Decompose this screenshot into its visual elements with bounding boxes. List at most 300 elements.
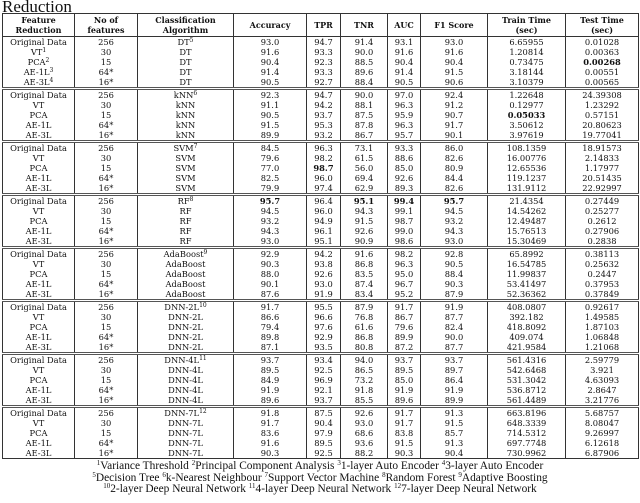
table-cell xyxy=(3,332,75,342)
cell-value: 0.12977 xyxy=(509,100,544,110)
table-cell xyxy=(234,375,307,385)
table-cell xyxy=(566,312,639,322)
cell-value: VT xyxy=(32,206,45,216)
cell-value: 3.21776 xyxy=(584,395,620,405)
algorithm-name: DNN-4L xyxy=(164,355,200,365)
table-cell xyxy=(234,312,307,322)
cell-value: 92.9 xyxy=(260,249,280,259)
cell-value: 90.4 xyxy=(444,57,464,67)
cell-value: 9.26997 xyxy=(584,428,620,438)
cell-value: 86.8 xyxy=(354,259,374,269)
table-cell xyxy=(388,332,421,342)
table-cell xyxy=(138,216,234,226)
table-cell xyxy=(234,342,307,354)
table-cell xyxy=(307,47,341,57)
cell-value: 91.3 xyxy=(444,408,464,418)
table-cell xyxy=(341,173,388,183)
cell-value: Original Data xyxy=(10,90,67,100)
cell-value: 11.99837 xyxy=(506,269,547,279)
table-cell xyxy=(307,365,341,375)
table-cell xyxy=(75,342,138,354)
table-cell xyxy=(341,395,388,407)
table-cell xyxy=(488,163,566,173)
table-cell xyxy=(341,342,388,354)
cell-value: Original Data xyxy=(10,355,67,365)
table-cell xyxy=(3,173,75,183)
cell-value: 96.9 xyxy=(314,375,333,385)
table-cell xyxy=(138,195,234,207)
table-cell xyxy=(138,57,234,67)
table-cell xyxy=(488,89,566,101)
cell-value: 83.6 xyxy=(260,428,280,438)
cell-value: 91.9 xyxy=(314,289,333,299)
cell-value: VT xyxy=(32,259,45,269)
table-row xyxy=(3,216,639,226)
cell-value: 90.6 xyxy=(444,77,464,87)
table-cell xyxy=(421,248,488,260)
results-table xyxy=(2,13,639,459)
cell-value: 93.0 xyxy=(260,236,280,246)
cell-value: 89.9 xyxy=(260,130,280,140)
cell-value: 91.7 xyxy=(394,302,414,312)
cell-value: 90.5 xyxy=(444,259,464,269)
column-header xyxy=(3,14,75,37)
table-cell xyxy=(75,301,138,313)
cell-value: 98.2 xyxy=(314,153,333,163)
table-cell xyxy=(138,77,234,89)
cell-value: 15.30469 xyxy=(506,236,547,246)
cell-value: 64* xyxy=(98,279,114,289)
table-cell xyxy=(341,47,388,57)
section-title: Reduction xyxy=(2,0,72,16)
table-cell xyxy=(3,395,75,407)
footnote-number: 12 xyxy=(394,482,402,491)
cell-value: 0.38113 xyxy=(584,249,620,259)
table-cell xyxy=(307,216,341,226)
cell-value: 90.0 xyxy=(444,332,464,342)
table-row xyxy=(3,259,639,269)
table-cell xyxy=(421,163,488,173)
table-cell xyxy=(488,279,566,289)
table-row xyxy=(3,100,639,110)
footnote-text: 4-layer Deep Neural Network xyxy=(255,483,392,496)
cell-value: 84.5 xyxy=(260,143,280,153)
footnote-number: 10 xyxy=(103,482,111,491)
footnote-mark: 3 xyxy=(49,67,54,74)
table-cell xyxy=(566,206,639,216)
cell-value: 12.49487 xyxy=(506,216,547,226)
cell-value: PCA xyxy=(29,216,48,226)
cell-value: 93.6 xyxy=(354,438,374,448)
cell-value: 90.4 xyxy=(444,448,464,458)
table-cell xyxy=(488,57,566,67)
algorithm-name: DNN-7L xyxy=(168,448,203,458)
table-cell xyxy=(234,100,307,110)
table-cell xyxy=(388,236,421,248)
cell-value: 131.9112 xyxy=(506,183,547,193)
cell-value: 89.6 xyxy=(260,395,280,405)
cell-value: AE-1L xyxy=(25,226,52,236)
cell-value: 73.2 xyxy=(354,375,374,385)
table-cell xyxy=(3,100,75,110)
cell-value: AE-3L xyxy=(25,448,52,458)
table-cell xyxy=(421,418,488,428)
footnote-text: Support Vector Machine xyxy=(268,471,380,484)
table-cell xyxy=(3,153,75,163)
table-row xyxy=(3,89,639,101)
table-cell xyxy=(75,354,138,366)
cell-value: 97.4 xyxy=(314,183,333,193)
table-cell xyxy=(421,332,488,342)
cell-value: 84.4 xyxy=(444,173,464,183)
table-cell xyxy=(234,173,307,183)
algorithm-name: RF xyxy=(179,236,192,246)
cell-value: Original Data xyxy=(10,196,67,206)
cell-value: 64* xyxy=(98,385,114,395)
cell-value: 64* xyxy=(98,173,114,183)
table-cell xyxy=(307,183,341,195)
cell-value: 697.7748 xyxy=(506,438,547,448)
table-cell xyxy=(75,418,138,428)
cell-value: 96.6 xyxy=(314,312,333,322)
cell-value: 1.49585 xyxy=(584,312,620,322)
cell-value: 87.9 xyxy=(354,302,374,312)
cell-value: 94.5 xyxy=(260,206,280,216)
cell-value: 65.8992 xyxy=(509,249,544,259)
cell-value: 80.9 xyxy=(444,163,464,173)
table-cell xyxy=(307,248,341,260)
footnote-mark: 1 xyxy=(42,47,47,54)
table-cell xyxy=(75,248,138,260)
table-cell xyxy=(3,407,75,419)
table-cell xyxy=(341,183,388,195)
table-cell xyxy=(388,418,421,428)
table-row xyxy=(3,120,639,130)
table-row xyxy=(3,153,639,163)
cell-value: 2.14833 xyxy=(584,153,620,163)
table-cell xyxy=(488,130,566,142)
table-cell xyxy=(388,130,421,142)
algorithm-name: DT xyxy=(179,77,192,87)
table-cell xyxy=(234,37,307,48)
table-cell xyxy=(3,163,75,173)
table-cell xyxy=(421,312,488,322)
table-cell xyxy=(388,375,421,385)
cell-value: 16* xyxy=(98,130,114,140)
cell-value: 256 xyxy=(98,37,114,47)
cell-value: 82.4 xyxy=(444,322,464,332)
table-cell xyxy=(234,153,307,163)
cell-value: 8.08047 xyxy=(584,418,620,428)
cell-value: 93.0 xyxy=(444,236,464,246)
table-cell xyxy=(388,365,421,375)
cell-value: 91.9 xyxy=(260,385,280,395)
table-cell xyxy=(3,354,75,366)
table-cell xyxy=(3,130,75,142)
cell-value: 90.4 xyxy=(314,418,333,428)
table-cell xyxy=(566,342,639,354)
table-cell xyxy=(138,269,234,279)
table-cell xyxy=(341,110,388,120)
column-header-line: Reduction xyxy=(15,25,62,35)
cell-value: 392.182 xyxy=(509,312,544,322)
cell-value: 16* xyxy=(98,342,114,352)
table-cell xyxy=(75,448,138,459)
footnote-mark: 10 xyxy=(199,302,207,309)
cell-value: 91.4 xyxy=(260,67,280,77)
table-cell xyxy=(307,418,341,428)
cell-value: 0.25277 xyxy=(584,206,620,216)
table-cell xyxy=(75,67,138,77)
table-cell xyxy=(138,354,234,366)
cell-value: 0.27906 xyxy=(584,226,620,236)
table-cell xyxy=(566,89,639,101)
footnote-text: Adaptive Boosting xyxy=(461,471,548,484)
cell-value: 15 xyxy=(100,57,112,67)
cell-value: VT xyxy=(32,312,45,322)
algorithm-name: DNN-2L xyxy=(168,322,203,332)
table-cell xyxy=(234,301,307,313)
table-cell xyxy=(138,236,234,248)
table-cell xyxy=(234,279,307,289)
cell-value: 73.1 xyxy=(354,143,374,153)
table-cell xyxy=(421,342,488,354)
table-cell xyxy=(488,438,566,448)
algorithm-name: SVM xyxy=(173,143,194,153)
column-header-line: TPR xyxy=(314,20,333,30)
table-cell xyxy=(3,322,75,332)
footnote-number: 4 xyxy=(441,459,446,467)
cell-value: 30 xyxy=(100,206,112,216)
table-cell xyxy=(488,183,566,195)
cell-value: 256 xyxy=(98,90,114,100)
cell-value: 0.37849 xyxy=(584,289,620,299)
table-cell xyxy=(566,354,639,366)
table-cell xyxy=(388,385,421,395)
table-cell xyxy=(234,89,307,101)
algorithm-name: DT xyxy=(179,47,192,57)
algorithm-name: DNN-4L xyxy=(168,365,203,375)
table-cell xyxy=(307,354,341,366)
cell-value: 90.1 xyxy=(260,279,280,289)
table-cell xyxy=(3,216,75,226)
table-cell xyxy=(3,120,75,130)
algorithm-name: SVM xyxy=(175,153,196,163)
table-cell xyxy=(138,418,234,428)
table-cell xyxy=(566,395,639,407)
table-cell xyxy=(388,206,421,216)
table-cell xyxy=(138,312,234,322)
cell-value: 87.2 xyxy=(394,342,414,352)
table-cell xyxy=(75,110,138,120)
table-cell xyxy=(138,173,234,183)
cell-value: 98.7 xyxy=(313,163,334,173)
cell-value: 256 xyxy=(98,408,114,418)
footnote-number: 5 xyxy=(92,470,96,479)
table-row xyxy=(3,438,639,448)
table-row xyxy=(3,395,639,407)
table-cell xyxy=(75,130,138,142)
table-cell xyxy=(138,142,234,154)
cell-value: 119.1237 xyxy=(506,173,547,183)
table-cell xyxy=(421,448,488,459)
cell-value: 15 xyxy=(100,163,112,173)
algorithm-name: DNN-2L xyxy=(168,342,203,352)
table-row xyxy=(3,110,639,120)
table-cell xyxy=(3,37,75,48)
footnote-text: Random Forest xyxy=(385,471,456,484)
cell-value: 92.6 xyxy=(394,173,414,183)
table-cell xyxy=(488,195,566,207)
cell-value: 16* xyxy=(98,77,114,87)
table-row xyxy=(3,77,639,89)
table-cell xyxy=(3,236,75,248)
cell-value: Original Data xyxy=(10,302,67,312)
table-cell xyxy=(341,269,388,279)
table-cell xyxy=(307,173,341,183)
cell-value: 92.4 xyxy=(444,90,464,100)
algorithm-name: kNN xyxy=(175,110,196,120)
cell-value: 90.3 xyxy=(394,448,414,458)
table-cell xyxy=(307,279,341,289)
table-cell xyxy=(307,163,341,173)
table-cell xyxy=(75,100,138,110)
cell-value: 96.0 xyxy=(314,206,333,216)
cell-value: 87.5 xyxy=(314,408,333,418)
cell-value: 98.2 xyxy=(394,249,414,259)
table-cell xyxy=(421,428,488,438)
table-cell xyxy=(3,342,75,354)
cell-value: 14.54262 xyxy=(506,206,547,216)
table-row xyxy=(3,173,639,183)
cell-value: 95.0 xyxy=(394,269,414,279)
footnote-text: Variance Threshold xyxy=(100,460,189,472)
table-cell xyxy=(307,57,341,67)
table-cell xyxy=(566,120,639,130)
cell-value: 91.7 xyxy=(260,418,280,428)
cell-value: AE-1L xyxy=(25,438,52,448)
table-row xyxy=(3,418,639,428)
table-row xyxy=(3,142,639,154)
table-cell xyxy=(3,183,75,195)
cell-value: 92.5 xyxy=(314,365,333,375)
table-row xyxy=(3,342,639,354)
column-header xyxy=(341,14,388,37)
cell-value: 94.5 xyxy=(444,206,464,216)
table-cell xyxy=(307,448,341,459)
cell-value: 561.4316 xyxy=(506,355,547,365)
cell-value: 87.6 xyxy=(260,289,280,299)
cell-value: 86.7 xyxy=(354,130,374,140)
cell-value: 0.2447 xyxy=(587,269,617,279)
table-cell xyxy=(138,226,234,236)
algorithm-name: DT xyxy=(179,67,192,77)
table-cell xyxy=(341,375,388,385)
table-row xyxy=(3,130,639,142)
cell-value: 15 xyxy=(100,216,112,226)
table-cell xyxy=(3,279,75,289)
table-cell xyxy=(3,259,75,269)
cell-value: 91.8 xyxy=(354,385,374,395)
table-cell xyxy=(488,100,566,110)
cell-value: 95.5 xyxy=(314,302,333,312)
cell-value: 108.1359 xyxy=(506,143,547,153)
table-cell xyxy=(488,153,566,163)
cell-value: 90.3 xyxy=(260,448,280,458)
cell-value: 421.9584 xyxy=(506,342,547,352)
cell-value: 96.4 xyxy=(314,196,333,206)
cell-value: 95.1 xyxy=(314,236,333,246)
cell-value: 91.6 xyxy=(260,438,280,448)
table-cell xyxy=(138,183,234,195)
table-cell xyxy=(488,236,566,248)
cell-value: 95.2 xyxy=(394,289,414,299)
table-cell xyxy=(566,236,639,248)
table-cell xyxy=(234,395,307,407)
table-row xyxy=(3,322,639,332)
table-cell xyxy=(566,322,639,332)
table-cell xyxy=(421,236,488,248)
table-cell xyxy=(138,163,234,173)
table-cell xyxy=(488,365,566,375)
table-cell xyxy=(307,375,341,385)
table-cell xyxy=(488,67,566,77)
table-cell xyxy=(341,142,388,154)
table-cell xyxy=(488,342,566,354)
cell-value: 86.6 xyxy=(260,312,280,322)
cell-value: 86.4 xyxy=(444,375,464,385)
table-row xyxy=(3,448,639,459)
table-cell xyxy=(234,332,307,342)
cell-value: 256 xyxy=(98,196,114,206)
cell-value: 64* xyxy=(98,332,114,342)
table-cell xyxy=(566,289,639,301)
table-cell xyxy=(341,100,388,110)
cell-value: AE-3L xyxy=(25,183,52,193)
table-cell xyxy=(75,322,138,332)
cell-value: 79.4 xyxy=(260,322,280,332)
table-cell xyxy=(488,395,566,407)
cell-value: 1.21068 xyxy=(584,342,620,352)
cell-value: 15 xyxy=(100,269,112,279)
table-cell xyxy=(421,110,488,120)
cell-value: AE-1L xyxy=(25,332,52,342)
table-cell xyxy=(388,77,421,89)
table-cell xyxy=(3,375,75,385)
table-cell xyxy=(488,289,566,301)
cell-value: AE-3L xyxy=(25,236,52,246)
table-cell xyxy=(488,375,566,385)
table-cell xyxy=(341,428,388,438)
table-cell xyxy=(3,269,75,279)
cell-value: 87.4 xyxy=(354,279,374,289)
table-cell xyxy=(388,173,421,183)
cell-value: 93.7 xyxy=(444,355,464,365)
column-header-line: TNR xyxy=(354,20,374,30)
cell-value: 96.7 xyxy=(394,279,414,289)
cell-value: 88.4 xyxy=(354,77,374,87)
table-cell xyxy=(307,226,341,236)
cell-value: 1.20814 xyxy=(509,47,544,57)
table-cell xyxy=(75,365,138,375)
footnote-text: Decision Tree xyxy=(95,471,160,484)
cell-value: 93.3 xyxy=(314,47,333,57)
table-row xyxy=(3,428,639,438)
table-cell xyxy=(388,37,421,48)
table-cell xyxy=(75,259,138,269)
cell-value: 94.9 xyxy=(314,216,333,226)
cell-value: 96.3 xyxy=(394,259,414,269)
